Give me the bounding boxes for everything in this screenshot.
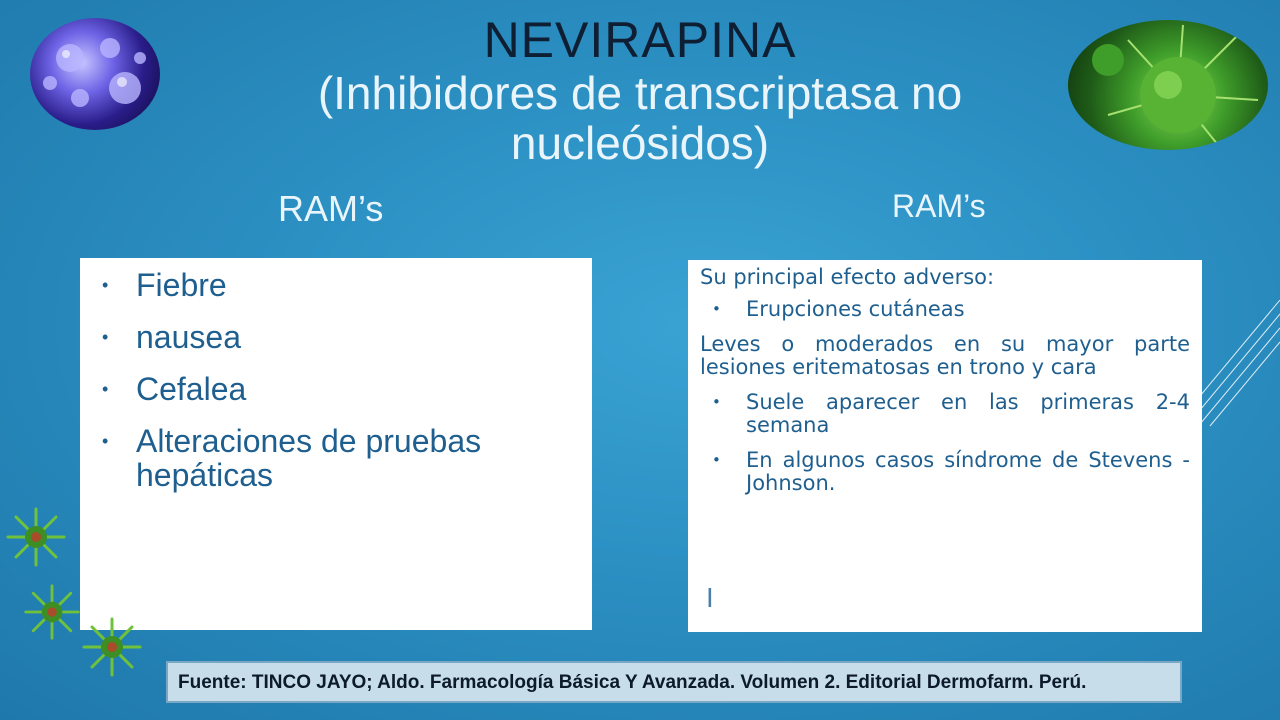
list-item: • Suele aparecer en las primeras 2-4 semana: [712, 390, 1190, 437]
germ-icon: [4, 505, 68, 569]
left-content-box: [80, 258, 592, 630]
left-heading: RAM’s: [278, 188, 384, 229]
text-cursor: I: [706, 584, 714, 614]
list-item: • En algunos casos síndrome de Stevens - Johnson.: [712, 448, 1190, 495]
list-item: • Erupciones cutáneas: [712, 297, 965, 321]
title-subtitle-line2: nucleósidos): [510, 117, 770, 169]
list-item: • nausea: [102, 319, 241, 355]
adverse-effects-list: [80, 258, 592, 492]
slide-title: [220, 12, 1060, 168]
right-heading: RAM’s: [892, 188, 986, 224]
list-item: • Cefalea: [102, 371, 247, 407]
right-content-box[interactable]: [688, 260, 1202, 632]
bullet-icon: •: [712, 393, 721, 411]
bullet-icon: •: [102, 379, 109, 399]
source-citation: Fuente: TINCO JAYO; Aldo. Farmacología Básica Y Avanzada. Volumen 2. Editorial Dermofarm. Perú.: [166, 661, 1182, 703]
virus-image-green: [1068, 20, 1268, 150]
bullet-icon: •: [102, 275, 109, 295]
bullet-icon: •: [102, 327, 109, 347]
title-subtitle-line1: (Inhibidores de transcriptasa no: [317, 67, 963, 119]
germ-icon: [22, 582, 82, 642]
list-item: • Fiebre: [102, 267, 227, 303]
paragraph: Leves o moderados en su mayor parte lesiones eritematosas en trono y cara: [700, 332, 1190, 379]
germ-icon: [80, 615, 144, 679]
title-main: NEVIRAPINA: [483, 12, 797, 68]
virus-image-purple: [30, 18, 160, 130]
intro-text: Su principal efecto adverso:: [700, 265, 995, 289]
bullet-icon: •: [712, 451, 721, 469]
bullet-icon: •: [712, 300, 721, 318]
bullet-icon: •: [102, 431, 109, 451]
list-item: • Alteraciones de pruebas hepáticas: [102, 423, 482, 493]
